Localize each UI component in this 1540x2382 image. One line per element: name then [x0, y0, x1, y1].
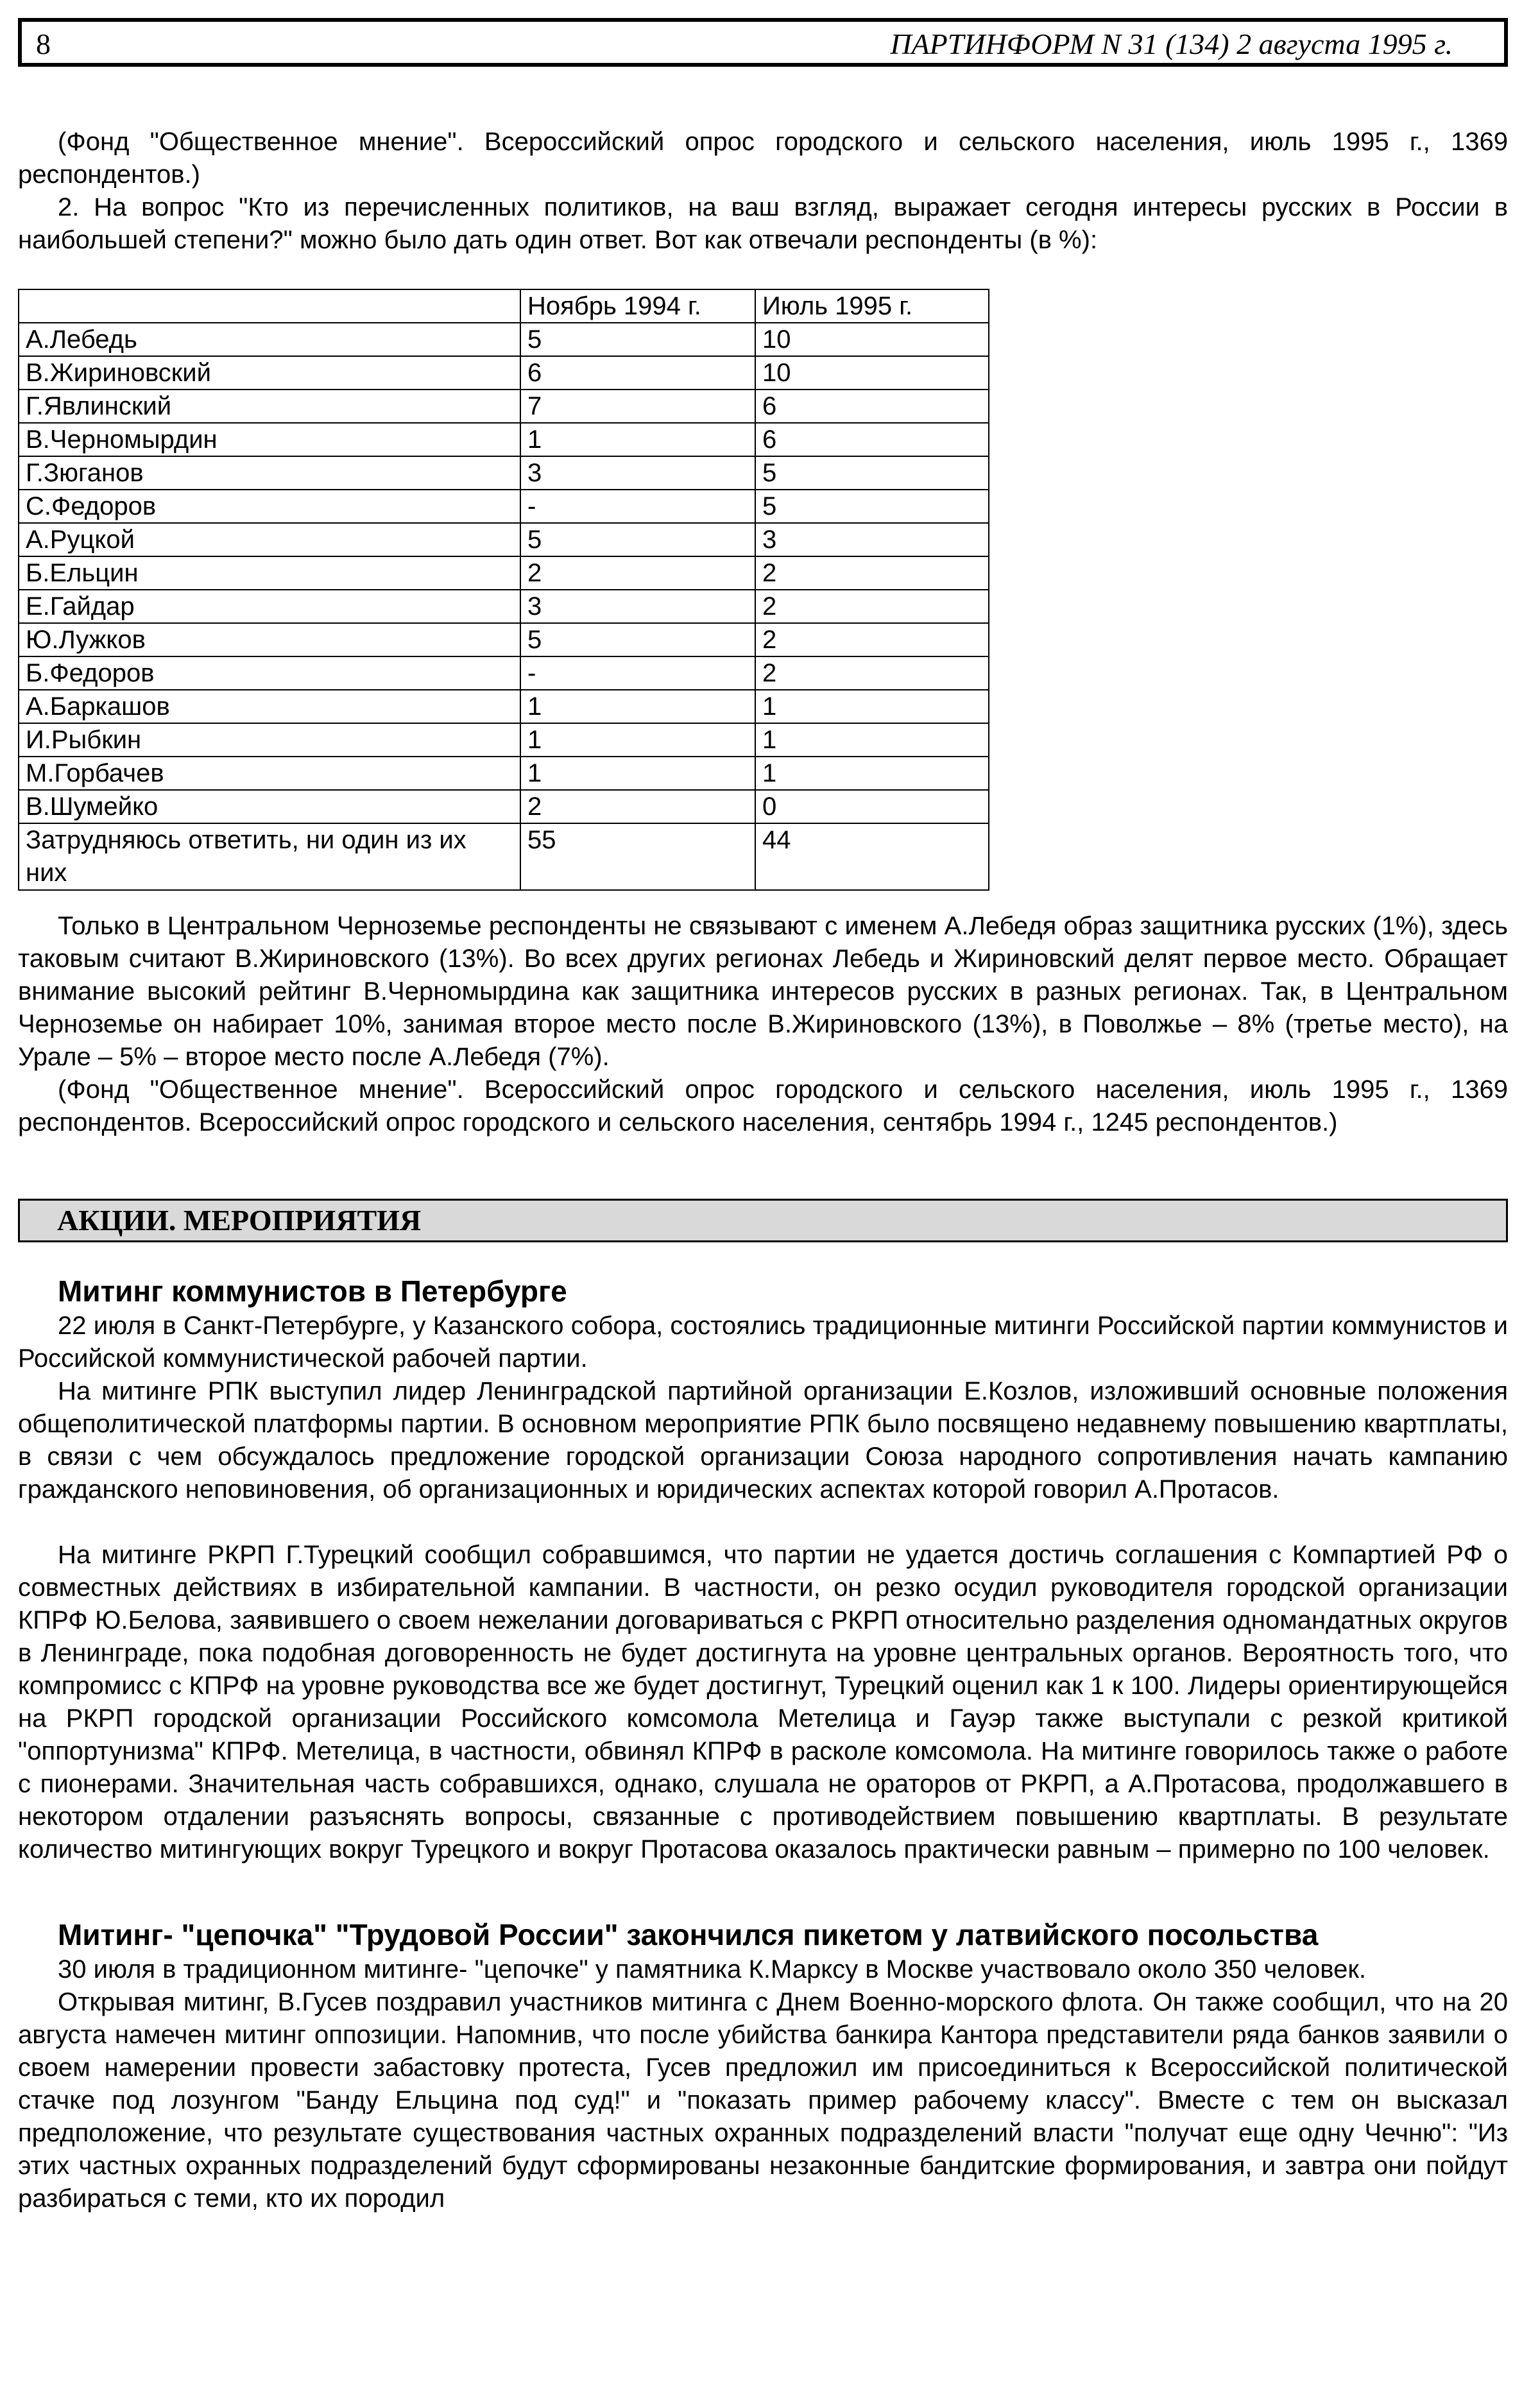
- nov-1994-value-cell: 3: [520, 590, 755, 623]
- table-row: [19, 456, 989, 490]
- nov-1994-value-cell: 5: [520, 623, 755, 656]
- jul-1995-value-cell: 6: [755, 390, 989, 423]
- nov-1994-value-cell: 1: [520, 723, 755, 757]
- article2-paragraph-2: Открывая митинг, В.Гусев поздравил участников митинга с Днем Военно-морского флота. Он также сообщил, что на 20 августа намечен митинг оппозиции. Напомнив, что после убийства банкира Кантора представители ряда банков заявили о своем намерении провести забастовку протеста, Гусев предложил им присоединиться к Всероссийской политической стачке под лозунгом "Банду Ельцина под суд!" и "показать пример рабочему классу". Вместе с тем он высказал предположение, что результате существования частных охранных подразделений власти "получат еще одну Чечню": "Из этих частных охранных подразделений будут сформированы незаконные бандитские формирования, и завтра они пойдут разбираться с теми, кто их породил: [18, 1988, 1508, 2213]
- table-row: [19, 490, 989, 523]
- table-row: [19, 790, 989, 823]
- nov-1994-value-cell: 1: [520, 690, 755, 723]
- table-header-row: [19, 289, 989, 323]
- analysis-source: (Фонд "Общественное мнение". Всероссийский опрос городского и сельского населения, июль 1995 г., 1369 респондентов. Всероссийский опрос городского и сельского населения, сентябрь 1994 г., 1245 респондентов.): [18, 1075, 1508, 1136]
- jul-1995-value-cell: 2: [755, 656, 989, 690]
- politician-name-cell: А.Баркашов: [19, 690, 520, 723]
- politician-name-cell: В.Шумейко: [19, 790, 520, 823]
- table-row: [19, 656, 989, 690]
- politician-name-cell: И.Рыбкин: [19, 723, 520, 757]
- politician-name-cell: С.Федоров: [19, 490, 520, 523]
- jul-1995-value-cell: 5: [755, 490, 989, 523]
- jul-1995-value-cell: 6: [755, 423, 989, 456]
- section-bar: [18, 1199, 1508, 1242]
- table-row: [19, 323, 989, 356]
- article-title-petersburg: Митинг коммунистов в Петербурге: [58, 1274, 567, 1308]
- table-row: [19, 723, 989, 757]
- poll-table: [18, 289, 989, 891]
- politician-name-cell: А.Лебедь: [19, 323, 520, 356]
- politician-name-cell: Е.Гайдар: [19, 590, 520, 623]
- table-row: [19, 623, 989, 656]
- nov-1994-value-cell: 2: [520, 790, 755, 823]
- intro-source: (Фонд "Общественное мнение". Всероссийский опрос городского и сельского населения, июль 1995 г., 1369 респондентов.): [18, 128, 1508, 189]
- nov-1994-value-cell: 55: [520, 823, 755, 890]
- politician-name-cell: Затрудняюсь ответить, ни один из их них: [19, 823, 520, 890]
- nov-1994-value-cell: 5: [520, 523, 755, 556]
- jul-1995-value-cell: 1: [755, 757, 989, 790]
- nov-1994-value-cell: 6: [520, 356, 755, 390]
- table-row: [19, 823, 989, 890]
- table-row: [19, 356, 989, 390]
- table-row: [19, 757, 989, 790]
- article1-paragraph-3: На митинге РКРП Г.Турецкий сообщил собравшимся, что партии не удается достичь соглашения с Компартией РФ о совместных действиях в избирательной кампании. В частности, он резко осудил руководителя городской организации КПРФ Ю.Белова, заявившего о своем нежелании договариваться с РКРП относительно разделения одномандатных округов в Ленинграде, пока подобная договоренность не будет достигнута на уровне центральных органов. Вероятность того, что компромисс с КПРФ на уровне руководства все же будет достигнут, Турецкий оценил как 1 к 100. Лидеры ориентирующейся на РКРП городской организации Российского комсомола Метелица и Гауэр также выступали с резкой критикой "оппортунизма" КПРФ. Метелица, в частности, обвинял КПРФ в расколе комсомола. На митинге говорилось также о работе с пионерами. Значительная часть собравшихся, однако, слушала не ораторов от РКРП, а А.Протасова, продолжавшего в некотором отдалении разъяснять вопросы, связанные с противодействием повышению квартплаты. В результате количество митингующих вокруг Турецкого и вокруг Протасова оказалось практически равным – примерно по 100 человек.: [18, 1541, 1508, 1864]
- jul-1995-value-cell: 1: [755, 690, 989, 723]
- column-header-jul-1995: Июль 1995 г.: [755, 289, 989, 323]
- nov-1994-value-cell: 5: [520, 323, 755, 356]
- jul-1995-value-cell: 10: [755, 323, 989, 356]
- jul-1995-value-cell: 44: [755, 823, 989, 890]
- jul-1995-value-cell: 3: [755, 523, 989, 556]
- politician-name-cell: Г.Явлинский: [19, 390, 520, 423]
- politician-name-cell: Ю.Лужков: [19, 623, 520, 656]
- article-title-chain-rally: Митинг- "цепочка" "Трудовой России" закончился пикетом у латвийского посольства: [58, 1918, 1319, 1951]
- politician-name-cell: М.Горбачев: [19, 757, 520, 790]
- publication-line: ПАРТИНФОРМ N 31 (134) 2 августа 1995 г.: [890, 28, 1453, 60]
- analysis-paragraph: Только в Центральном Черноземье респонденты не связывают с именем А.Лебедя образ защитника русских (1%), здесь таковым считают В.Жириновского (13%). Во всех других регионах Лебедь и Жириновский делят первое место. Обращает внимание высокий рейтинг В.Черномырдина как защитника интересов русских в разных регионах. Так, в Центральном Черноземье он набирает 10%, занимая второе место после В.Жириновского (13%), в Поволжье – 8% (третье место), на Урале – 5% – второе место после А.Лебедя (7%).: [18, 912, 1508, 1071]
- column-header-nov-1994: Ноябрь 1994 г.: [520, 289, 755, 323]
- section-title: АКЦИИ. МЕРОПРИЯТИЯ: [57, 1204, 422, 1237]
- table-row: [19, 590, 989, 623]
- nov-1994-value-cell: 2: [520, 556, 755, 590]
- politician-name-cell: А.Руцкой: [19, 523, 520, 556]
- jul-1995-value-cell: 10: [755, 356, 989, 390]
- table-row: [19, 423, 989, 456]
- nov-1994-value-cell: 3: [520, 456, 755, 490]
- politician-name-cell: Б.Ельцин: [19, 556, 520, 590]
- article1-paragraph-1: 22 июля в Санкт-Петербурге, у Казанского собора, состоялись традиционные митинги Российской партии коммунистов и Российской коммунистической рабочей партии.: [18, 1312, 1508, 1373]
- page-header: [18, 18, 1508, 67]
- page-number: 8: [36, 28, 51, 60]
- table-row: [19, 390, 989, 423]
- nov-1994-value-cell: 1: [520, 423, 755, 456]
- politician-name-cell: Г.Зюганов: [19, 456, 520, 490]
- politician-name-cell: Б.Федоров: [19, 656, 520, 690]
- article1-paragraph-2: На митинге РПК выступил лидер Ленинградской партийной организации Е.Козлов, изложивший основные положения общеполитической платформы партии. В основном мероприятие РПК было посвящено недавнему повышению квартплаты, в связи с чем обсуждалось предложение городской организации Союза народного сопротивления начать кампанию гражданского неповиновения, об организационных и юридических аспектах которой говорил А.Протасов.: [18, 1377, 1508, 1504]
- politician-name-cell: В.Черномырдин: [19, 423, 520, 456]
- table-corner-cell: [19, 289, 520, 323]
- politician-name-cell: В.Жириновский: [19, 356, 520, 390]
- jul-1995-value-cell: 2: [755, 590, 989, 623]
- nov-1994-value-cell: -: [520, 490, 755, 523]
- nov-1994-value-cell: 1: [520, 757, 755, 790]
- table-row: [19, 556, 989, 590]
- nov-1994-value-cell: -: [520, 656, 755, 690]
- jul-1995-value-cell: 1: [755, 723, 989, 757]
- article2-paragraph-1: 30 июля в традиционном митинге- "цепочке" у памятника К.Марксу в Москве участвовало около 350 человек.: [58, 1955, 1366, 1984]
- jul-1995-value-cell: 5: [755, 456, 989, 490]
- table-row: [19, 690, 989, 723]
- nov-1994-value-cell: 7: [520, 390, 755, 423]
- table-row: [19, 523, 989, 556]
- jul-1995-value-cell: 2: [755, 623, 989, 656]
- jul-1995-value-cell: 0: [755, 790, 989, 823]
- jul-1995-value-cell: 2: [755, 556, 989, 590]
- poll-question: 2. На вопрос "Кто из перечисленных политиков, на ваш взгляд, выражает сегодня интересы русских в России в наибольшей степени?" можно было дать один ответ. Вот как отвечали респонденты (в %):: [18, 193, 1508, 254]
